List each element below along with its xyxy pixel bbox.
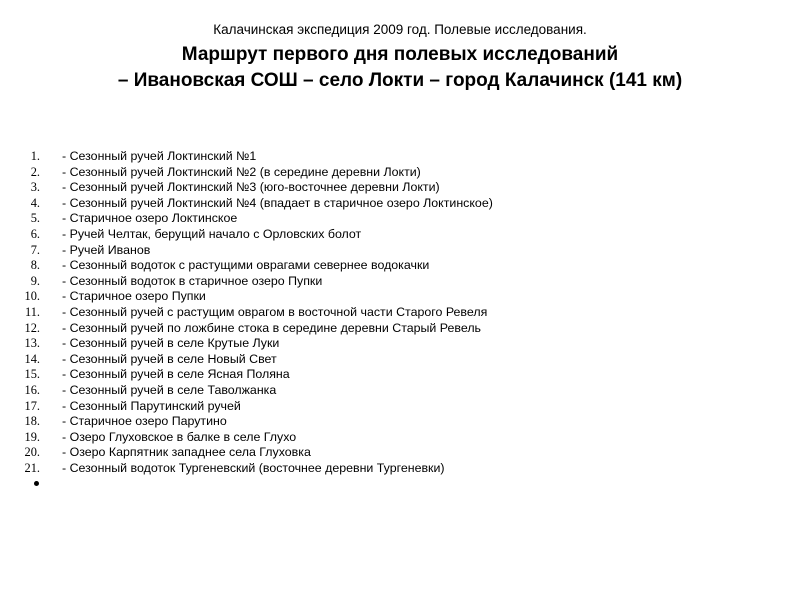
route-item-number: 9. — [30, 273, 40, 288]
route-item-text: - Озеро Глуховское в балке в селе Глухо — [62, 429, 297, 444]
route-item-number: 6. — [30, 226, 40, 241]
route-item-text: - Сезонный ручей в селе Таволжанка — [62, 382, 277, 397]
route-item — [0, 336, 800, 352]
route-item-number: 3. — [30, 180, 40, 195]
route-item — [0, 227, 800, 243]
route-item-text: - Сезонный ручей Локтинский №4 (впадает в старичное озеро Локтинское) — [62, 195, 493, 210]
route-item — [0, 165, 800, 181]
route-item — [0, 367, 800, 383]
slide-title-line-2: – Ивановская СОШ – село Локти – город Калачинск (141 км) — [117, 70, 683, 91]
slide-title — [0, 42, 800, 94]
route-item-text: - Сезонный ручей в селе Новый Свет — [62, 351, 277, 366]
route-item — [0, 274, 800, 290]
slide-subtitle: Калачинская экспедиция 2009 год. Полевые исследования. — [213, 22, 587, 37]
route-item — [0, 383, 800, 399]
route-item-text: - Сезонный ручей с растущим оврагом в восточной части Старого Ревеля — [62, 304, 488, 319]
slide-title-line-1: Маршрут первого дня полевых исследований — [181, 44, 619, 65]
route-item-text: - Сезонный ручей Локтинский №1 — [62, 149, 257, 163]
route-item-text: - Сезонный ручей Локтинский №2 (в середине деревни Локти) — [62, 164, 421, 179]
route-item-text: - Сезонный водоток в старичное озеро Пупки — [62, 273, 323, 288]
route-item-number: 16. — [24, 382, 40, 397]
route-item-text: - Ручей Иванов — [62, 242, 151, 257]
route-item-number: 2. — [30, 164, 40, 179]
route-item-number: 4. — [30, 195, 40, 210]
route-item — [0, 289, 800, 305]
route-item-number: 10. — [24, 289, 40, 304]
route-item — [0, 180, 800, 196]
route-item-number: 11. — [24, 304, 40, 319]
route-item — [0, 321, 800, 337]
route-item-text: - Ручей Челтак, берущий начало с Орловских болот — [62, 226, 362, 241]
route-item — [0, 461, 800, 477]
route-item — [0, 243, 800, 259]
route-item-text: - Сезонный ручей в селе Крутые Луки — [62, 336, 280, 351]
route-item-text: - Сезонный Парутинский ручей — [62, 398, 241, 413]
route-item-number: 17. — [24, 398, 40, 413]
route-item — [0, 305, 800, 321]
route-item — [0, 211, 800, 227]
route-item — [0, 430, 800, 446]
route-item-text: - Сезонный водоток Тургеневский (восточнее деревни Тургеневки) — [62, 460, 445, 475]
route-item — [0, 399, 800, 415]
route-item-text: - Старичное озеро Пупки — [62, 289, 206, 304]
route-item-number: 13. — [24, 336, 40, 351]
route-item-text: - Озеро Карпятник западнее села Глуховка — [62, 445, 311, 460]
route-item-number: 14. — [24, 351, 40, 366]
route-list — [0, 149, 800, 492]
route-item-text: - Сезонный водоток с растущими оврагами севернее водокачки — [62, 258, 430, 273]
route-item-number: 21. — [24, 460, 40, 475]
route-item-number: 8. — [30, 258, 40, 273]
route-item — [0, 149, 800, 165]
route-item-text: - Старичное озеро Парутино — [62, 414, 227, 429]
bullet-dot-icon — [34, 481, 39, 486]
route-item — [0, 352, 800, 368]
route-item-number: 20. — [24, 445, 40, 460]
route-item — [0, 445, 800, 461]
route-item-number: 1. — [30, 149, 40, 163]
route-item-number: 7. — [30, 242, 40, 257]
route-item-text: - Старичное озеро Локтинское — [62, 211, 238, 226]
route-item — [0, 414, 800, 430]
route-item-number: 12. — [24, 320, 40, 335]
route-item — [0, 258, 800, 274]
route-item-number: 18. — [24, 414, 40, 429]
route-item-number: 19. — [24, 429, 40, 444]
route-item — [0, 196, 800, 212]
route-item-number: 5. — [30, 211, 40, 226]
empty-bullet-item — [0, 476, 800, 492]
route-item-text: - Сезонный ручей по ложбине стока в середине деревни Старый Ревель — [62, 320, 482, 335]
route-item-text: - Сезонный ручей Локтинский №3 (юго-восточнее деревни Локти) — [62, 180, 440, 195]
route-item-text: - Сезонный ручей в селе Ясная Поляна — [62, 367, 290, 382]
route-item-number: 15. — [24, 367, 40, 382]
